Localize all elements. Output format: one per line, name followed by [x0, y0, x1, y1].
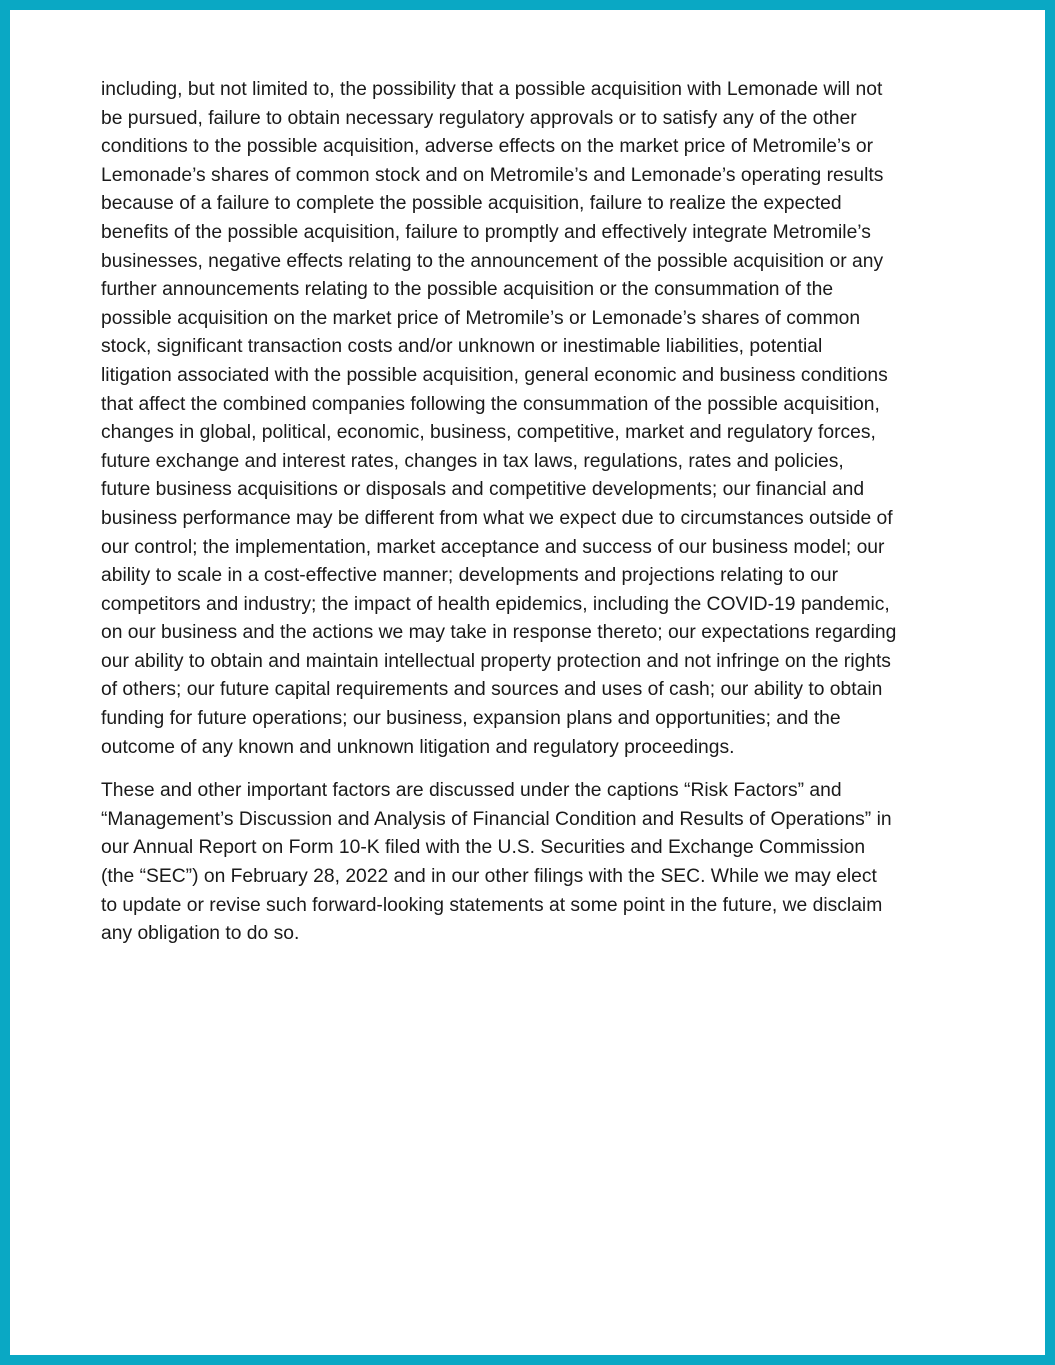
text-line: any obligation to do so. — [101, 923, 300, 945]
text-line: future business acquisitions or disposals and competitive developments; our financial and — [101, 479, 865, 501]
text-line: further announcements relating to the possible acquisition or the consummation of the — [101, 279, 834, 301]
text-line: on our business and the actions we may take in response thereto; our expectations regarding — [101, 622, 897, 644]
text-line: benefits of the possible acquisition, failure to promptly and effectively integrate Metromile’s — [101, 221, 871, 243]
text-line: Lemonade’s shares of common stock and on Metromile’s and Lemonade’s operating results — [101, 164, 884, 186]
text-line: outcome of any known and unknown litigation and regulatory proceedings. — [101, 736, 735, 758]
text-line: businesses, negative effects relating to the announcement of the possible acquisition or any — [101, 250, 884, 272]
text-line: changes in global, political, economic, business, competitive, market and regulatory forces, — [101, 422, 876, 444]
text-line: ability to scale in a cost-effective manner; developments and projections relating to our — [101, 565, 839, 587]
text-line: our control; the implementation, market acceptance and success of our business model; our — [101, 536, 885, 558]
text-line: our ability to obtain and maintain intellectual property protection and not infringe on the rights — [101, 650, 891, 672]
text-line: These and other important factors are discussed under the captions “Risk Factors” and — [101, 780, 842, 802]
text-line: of others; our future capital requirements and sources and uses of cash; our ability to obtain — [101, 679, 883, 701]
paragraph-forward-looking-risks — [101, 76, 969, 762]
text-line: competitors and industry; the impact of health epidemics, including the COVID-19 pandemic, — [101, 593, 890, 615]
text-line: including, but not limited to, the possibility that a possible acquisition with Lemonade will not — [101, 79, 883, 100]
text-line: future exchange and interest rates, changes in tax laws, regulations, rates and policies, — [101, 450, 844, 472]
text-line: possible acquisition on the market price of Metromile’s or Lemonade’s shares of common — [101, 307, 861, 329]
text-line: conditions to the possible acquisition, adverse effects on the market price of Metromile’s or — [101, 136, 874, 158]
text-line: to update or revise such forward-looking statements at some point in the future, we disclaim — [101, 894, 883, 916]
text-line: our Annual Report on Form 10-K filed with the U.S. Securities and Exchange Commission — [101, 837, 866, 859]
document-body — [101, 76, 969, 949]
text-line: that affect the combined companies following the consummation of the possible acquisition, — [101, 393, 880, 415]
text-line: business performance may be different from what we expect due to circumstances outside of — [101, 507, 893, 529]
paragraph-sec-filings-disclaimer — [101, 777, 969, 949]
text-line: be pursued, failure to obtain necessary regulatory approvals or to satisfy any of the other — [101, 107, 857, 129]
text-line: “Management’s Discussion and Analysis of Financial Condition and Results of Operations” in — [101, 808, 892, 830]
text-line: (the “SEC”) on February 28, 2022 and in our other filings with the SEC. While we may elect — [101, 866, 877, 888]
text-line: because of a failure to complete the possible acquisition, failure to realize the expected — [101, 193, 842, 215]
text-line: stock, significant transaction costs and/or unknown or inestimable liabilities, potential — [101, 336, 823, 358]
text-line: litigation associated with the possible acquisition, general economic and business conditions — [101, 364, 888, 386]
text-line: funding for future operations; our business, expansion plans and opportunities; and the — [101, 708, 841, 730]
